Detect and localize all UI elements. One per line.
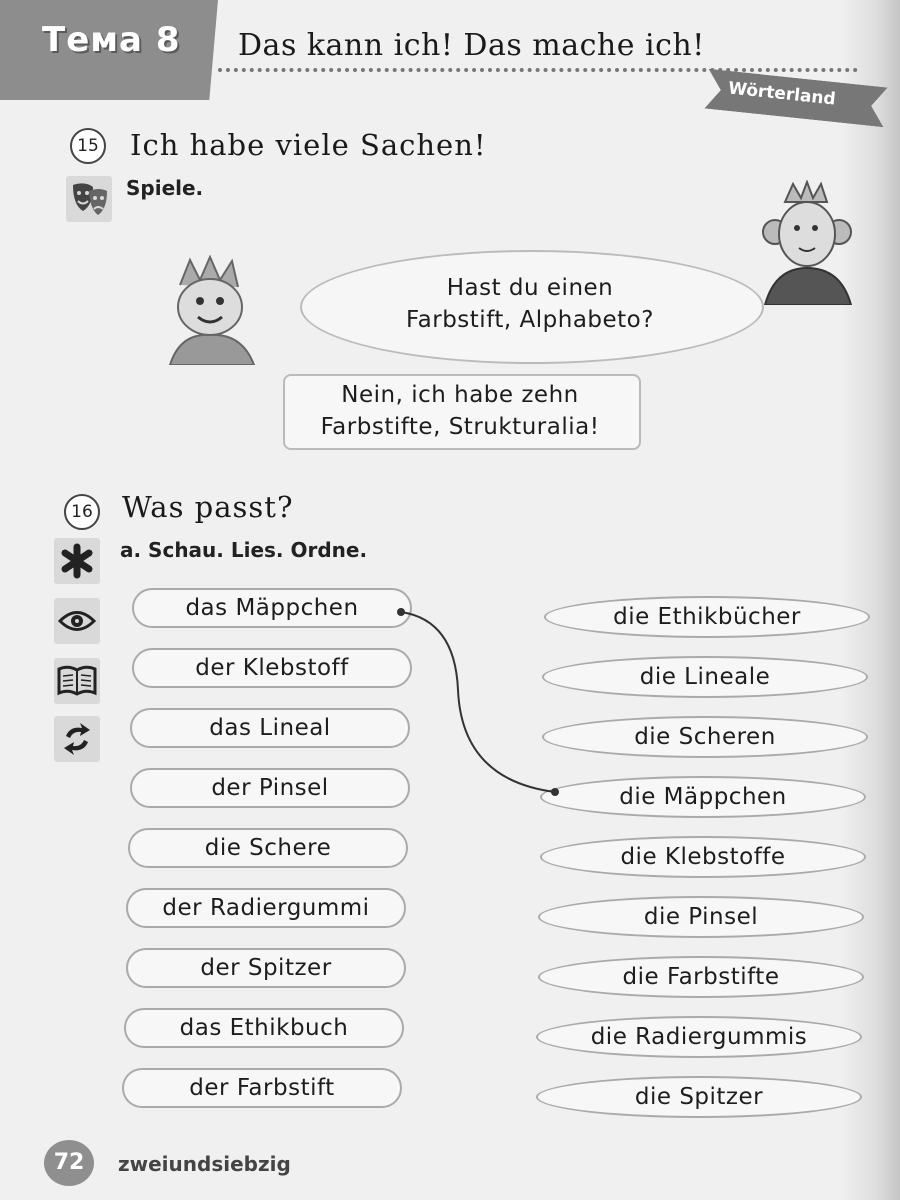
singular-item[interactable]: das Ethikbuch <box>124 1008 404 1048</box>
plural-item[interactable]: die Spitzer <box>536 1076 862 1118</box>
topic-label: Тема 8 <box>42 20 181 60</box>
singular-item[interactable]: der Klebstoff <box>132 648 412 688</box>
plural-item[interactable]: die Radiergummis <box>536 1016 862 1058</box>
page-number-word: zweiundsiebzig <box>118 1152 291 1176</box>
task-16-number: 16 <box>64 494 100 530</box>
singular-item[interactable]: das Lineal <box>130 708 410 748</box>
page-title: Das kann ich! Das mache ich! <box>238 28 705 63</box>
task-15-instruction: Spiele. <box>126 176 204 200</box>
task-16-instruction: a. Schau. Lies. Ordne. <box>120 538 368 562</box>
plural-item[interactable]: die Klebstoffe <box>540 836 866 878</box>
plural-item[interactable]: die Pinsel <box>538 896 864 938</box>
task-15-title: Ich habe viele Sachen! <box>130 128 487 162</box>
answer-line-1: Nein, ich habe zehn <box>341 382 579 408</box>
task-15-number: 15 <box>70 128 106 164</box>
task-16-title: Was passt? <box>122 490 294 524</box>
singular-item[interactable]: die Schere <box>128 828 408 868</box>
plural-item[interactable]: die Farbstifte <box>538 956 864 998</box>
page-number: 72 <box>44 1140 94 1186</box>
plural-item[interactable]: die Lineale <box>542 656 868 698</box>
plural-item[interactable]: die Ethikbücher <box>544 596 870 638</box>
answer-line-2: Farbstifte, Strukturalia! <box>320 414 600 440</box>
singular-item[interactable]: der Farbstift <box>122 1068 402 1108</box>
singular-item[interactable]: der Pinsel <box>130 768 410 808</box>
question-line-1: Hast du einen <box>446 275 614 301</box>
woerterland-ribbon-label: Wörterland <box>727 78 837 110</box>
singular-item[interactable]: der Spitzer <box>126 948 406 988</box>
singular-item[interactable]: der Radiergummi <box>126 888 406 928</box>
question-line-2: Farbstift, Alphabeto? <box>406 307 654 333</box>
plural-item[interactable]: die Scheren <box>542 716 868 758</box>
plural-item[interactable]: die Mäppchen <box>540 776 866 818</box>
singular-item[interactable]: das Mäppchen <box>132 588 412 628</box>
